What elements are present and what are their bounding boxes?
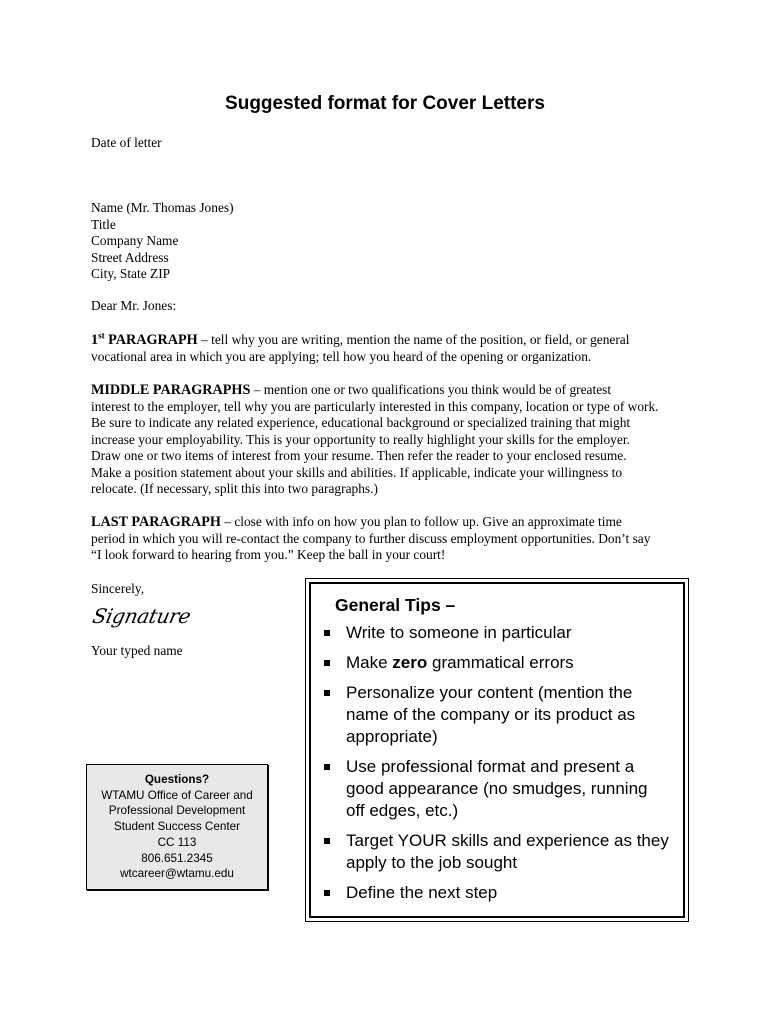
address-company: Company Name: [91, 233, 179, 248]
address-city: City, State ZIP: [91, 266, 171, 281]
address-street: Street Address: [91, 249, 169, 265]
bullet-icon: [324, 838, 330, 844]
tip-item: Write to someone in particular: [321, 622, 681, 644]
questions-center: Student Success Center: [113, 820, 241, 834]
middle-paragraphs-line: relocate. (If necessary, split this into two paragraphs.): [91, 481, 378, 496]
middle-paragraphs: [91, 382, 691, 498]
general-tips-box: [305, 578, 689, 922]
middle-paragraphs-heading: MIDDLE PARAGRAPHS: [91, 382, 251, 398]
tip-item: Use professional format and present a good appearance (no smudges, running off edges, etc.): [321, 756, 681, 822]
bullet-icon: [324, 660, 330, 666]
last-paragraph-line: “I look forward to hearing from you.” Keep the ball in your court!: [91, 547, 446, 562]
typed-name: Your typed name: [91, 643, 183, 658]
middle-paragraphs-line: Make a position statement about your skills and abilities. If applicable, indicate your willingness to: [91, 464, 623, 480]
questions-email: wtcareer@wtamu.edu: [120, 867, 234, 881]
first-paragraph-line: – tell why you are writing, mention the name of the position, or field, or general: [197, 332, 630, 347]
questions-office: WTAMU Office of Career and: [101, 788, 253, 802]
bullet-icon: [324, 690, 330, 696]
middle-paragraphs-line: Draw one or two items of interest from your resume. Then refer the reader to your enclosed resume.: [91, 448, 627, 463]
bullet-icon: [324, 630, 330, 636]
page-title: Suggested format for Cover Letters: [225, 93, 545, 114]
signature: Signature: [90, 604, 193, 628]
tip-item: Personalize your content (mention the name of the company or its product as appropriate): [321, 682, 681, 748]
tip-item: Target YOUR skills and experience as they apply to the job sought: [321, 830, 681, 874]
last-paragraph: [91, 514, 691, 564]
first-paragraph-line: vocational area in which you are applying; tell how you heard of the opening or organization.: [91, 348, 592, 364]
questions-room: CC 113: [157, 835, 197, 849]
general-tips-title: General Tips –: [335, 595, 456, 615]
tip-item: Make zero grammatical errors: [321, 652, 681, 674]
first-paragraph: [91, 332, 691, 365]
salutation: Dear Mr. Jones:: [91, 298, 177, 313]
address-title: Title: [91, 216, 116, 232]
middle-paragraphs-line: Be sure to indicate any related experience, educational background or specialized training that might: [91, 415, 631, 430]
bullet-icon: [324, 764, 330, 770]
emphasis-zero: zero: [392, 653, 428, 672]
tips-list: [321, 622, 681, 912]
last-paragraph-heading: LAST PARAGRAPH: [91, 514, 221, 530]
questions-title: Questions?: [144, 773, 210, 786]
questions-office-2: Professional Development: [108, 804, 246, 818]
last-paragraph-line: period in which you will re-contact the company to further discuss employment opportunities. Don’t say: [91, 530, 651, 546]
middle-paragraphs-line: increase your employability. This is your opportunity to really highlight your skills for the employer.: [91, 431, 630, 447]
closing: Sincerely,: [91, 581, 145, 596]
middle-paragraphs-line: – mention one or two qualifications you think would be of greatest: [250, 382, 612, 397]
first-paragraph-heading: 1st PARAGRAPH: [91, 330, 198, 348]
date-line: Date of letter: [91, 135, 162, 150]
questions-box: [86, 764, 268, 890]
questions-phone: 806.651.2345: [141, 851, 213, 865]
address-name: Name (Mr. Thomas Jones): [91, 200, 234, 215]
tip-item: Define the next step: [321, 882, 681, 904]
last-paragraph-line: – close with info on how you plan to follow up. Give an approximate time: [220, 514, 622, 529]
bullet-icon: [324, 890, 330, 896]
middle-paragraphs-line: interest to the employer, tell why you are particularly interested in this company, location or type of work.: [91, 398, 659, 414]
